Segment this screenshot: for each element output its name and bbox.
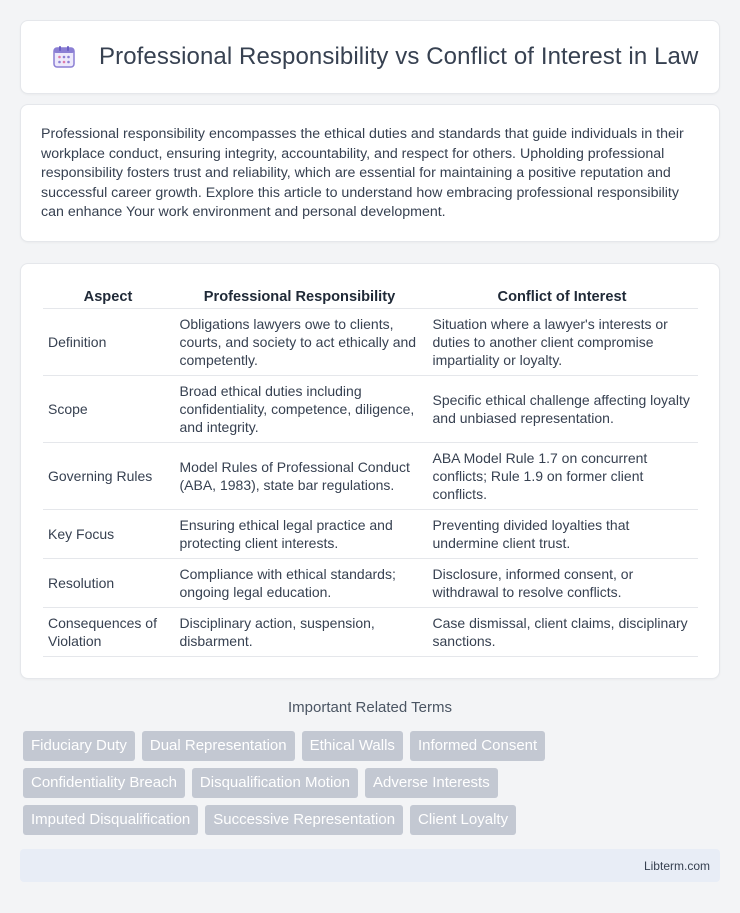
row-professional-responsibility: Broad ethical duties including confidentiality, competence, diligence, and integrity. [173,375,426,442]
table-header-row [43,284,698,308]
comparison-table-card [20,263,720,679]
row-conflict-of-interest: Disclosure, informed consent, or withdrawal to resolve conflicts. [426,558,698,607]
row-aspect: Resolution [43,558,173,607]
table-row [43,375,698,442]
row-aspect: Governing Rules [43,442,173,509]
header-conflict-of-interest: Conflict of Interest [426,284,698,308]
table-row [43,558,698,607]
table-row [43,509,698,558]
tag-adverse-interests[interactable]: Adverse Interests [365,768,498,798]
tag-client-loyalty[interactable]: Client Loyalty [410,805,516,835]
tag-informed-consent[interactable]: Informed Consent [410,731,545,761]
row-professional-responsibility: Compliance with ethical standards; ongoing legal education. [173,558,426,607]
related-terms-list [23,731,723,842]
row-conflict-of-interest: Case dismissal, client claims, disciplinary sanctions. [426,607,698,656]
tag-successive-representation[interactable]: Successive Representation [205,805,403,835]
row-aspect: Consequences of Violation [43,607,173,656]
intro-text: Professional responsibility encompasses the ethical duties and standards that guide individuals in their workplace conduct, ensuring integrity, accountability, and respect for others. Upholding professional responsibility fosters trust and reliability, which are essential for maintaining a positive reputation and successful career growth. Explore this article to understand how embracing professional responsibility can enhance Your work environment and personal development. [41,126,684,221]
row-professional-responsibility: Model Rules of Professional Conduct (ABA, 1983), state bar regulations. [173,442,426,509]
tag-row [23,768,723,798]
row-conflict-of-interest: Situation where a lawyer's interests or duties to another client compromise impartiality or loyalty. [426,308,698,375]
row-conflict-of-interest: ABA Model Rule 1.7 on concurrent conflicts; Rule 1.9 on former client conflicts. [426,442,698,509]
table-row [43,607,698,656]
header-aspect: Aspect [43,284,173,308]
row-professional-responsibility: Ensuring ethical legal practice and protecting client interests. [173,509,426,558]
footer [20,849,720,882]
row-aspect: Scope [43,375,173,442]
tag-confidentiality-breach[interactable]: Confidentiality Breach [23,768,185,798]
footer-site-link[interactable]: Libterm.com [643,858,710,873]
tag-dual-representation[interactable]: Dual Representation [142,731,295,761]
comparison-table [43,284,698,657]
related-terms-title: Important Related Terms [288,699,452,716]
row-professional-responsibility: Disciplinary action, suspension, disbarment. [173,607,426,656]
row-conflict-of-interest: Preventing divided loyalties that undermine client trust. [426,509,698,558]
row-conflict-of-interest: Specific ethical challenge affecting loyalty and unbiased representation. [426,375,698,442]
intro-card [20,104,720,242]
header-professional-responsibility: Professional Responsibility [173,284,426,308]
row-aspect: Definition [43,308,173,375]
tag-ethical-walls[interactable]: Ethical Walls [302,731,403,761]
tag-disqualification-motion[interactable]: Disqualification Motion [192,768,358,798]
tag-fiduciary-duty[interactable]: Fiduciary Duty [23,731,135,761]
calendar-icon [49,42,79,72]
table-row [43,308,698,375]
page-title: Professional Responsibility vs Conflict of Interest in Law [99,43,699,70]
tag-imputed-disqualification[interactable]: Imputed Disqualification [23,805,198,835]
table-row [43,442,698,509]
tag-row [23,731,723,761]
row-aspect: Key Focus [43,509,173,558]
tag-row [23,805,723,835]
row-professional-responsibility: Obligations lawyers owe to clients, courts, and society to act ethically and competently. [173,308,426,375]
title-card [20,20,720,94]
